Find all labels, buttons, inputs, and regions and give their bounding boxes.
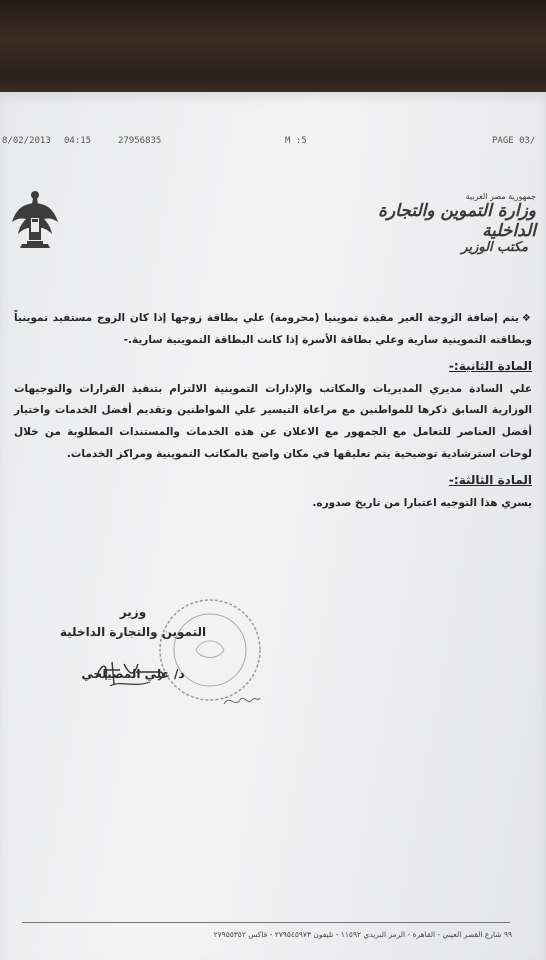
article-2-heading: المادة الثانية:- xyxy=(448,359,532,374)
article-3-text: يسري هذا التوجيه اعتبارا من تاريخ صدوره. xyxy=(312,496,532,509)
handwritten-signature xyxy=(90,658,170,688)
article-2-text: علي السادة مديري المديريات والمكاتب والإدارات التموينية الالتزام بتنفيذ القرارات والتوجيهات الوزارية السابق ذكرها للمواطنين مع مراعاة التيسير علي المواطنين وتقديم أفضل الخدمات واختيار أفضل العناصر للتعامل مع الجمهور مع الاعلان عن هذه الخدمات والمستندات المطلوبة من خلال لوحات استرشادية توضيحية يتم تعليقها في مكان واضح بالمكاتب التموينية ومراكز الخدمات. xyxy=(14,382,532,460)
signatory-name: د/ علي المصيلحي xyxy=(81,667,185,681)
diamond-bullet-icon: ❖ xyxy=(521,313,533,324)
bullet-paragraph-text: يتم إضافة الزوجة الغير مقيدة تموينيا (محرومة) علي بطاقة زوجها إذا كان الزوج مستفيد تموينياً وبطاقته التموينية سارية وعلي بطاقة الأسرة إذا كانت البطاقة التموينية سارية.- xyxy=(14,312,532,346)
signatory-title-1: وزير xyxy=(119,605,147,619)
footer-divider xyxy=(22,922,510,923)
letterhead-ministry: وزارة التموين والتجارة الداخلية xyxy=(378,201,536,241)
article-3-heading: المادة الثالثة:- xyxy=(448,473,532,488)
signatory-title-2: التموين والتجارة الداخلية xyxy=(59,625,207,639)
letterhead-office: مكتب الوزير xyxy=(461,240,528,255)
eagle-emblem-icon xyxy=(10,188,60,250)
document-body xyxy=(14,308,532,514)
fax-number: 27956835 xyxy=(118,136,162,146)
letterhead-country: جمهورية مصر العربية xyxy=(465,192,536,201)
letterhead xyxy=(366,192,536,255)
handwritten-mark xyxy=(222,692,262,710)
footer-address: ٩٩ شارع القصر العيني - القاهرة - الرمز البريدي ١١٥٩٢ - تليفون ٢٧٩٥٤٥٩٧٣ - فاكس ٢٧٩٥٥٣٥٢ xyxy=(213,930,512,939)
fax-date: 8/02/2013 xyxy=(2,136,51,146)
bullet-paragraph xyxy=(14,308,532,351)
document-page xyxy=(0,92,546,960)
fax-header xyxy=(0,136,546,152)
fax-page: PAGE 03/ xyxy=(492,136,536,146)
fax-mark: M :5 xyxy=(285,136,307,146)
fax-time: 04:15 xyxy=(64,136,92,146)
